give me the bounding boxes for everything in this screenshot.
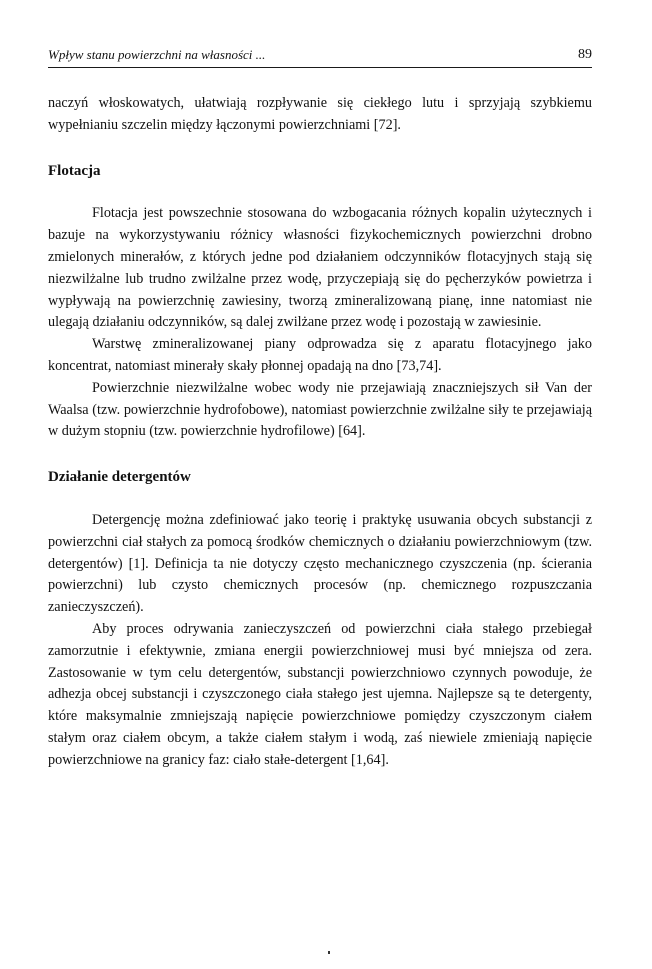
paragraph: Warstwę zmineralizowanej piany odprowadza się z aparatu flotacyjnego jako koncentrat, natomiast minerały skały płonnej opadają na dno [73,74].: [48, 336, 592, 374]
continuation-paragraph: naczyń włoskowatych, ułatwiają rozpływanie się ciekłego lutu i sprzyjają szybkiemu wypełnianiu szczelin między łączonymi powierzchniami [72].: [48, 95, 592, 133]
scan-speck: [328, 951, 330, 954]
body-text: [48, 93, 592, 772]
section-heading-detergenty: Działanie detergentów: [48, 469, 191, 486]
paragraph: Detergencję można zdefiniować jako teorię i praktykę usuwania obcych substancji z powierzchni ciał stałych za pomocą środków chemicznych o działaniu powierzchniowym (tzw. detergentów) [1]. Definicja ta nie dotyczy często mechanicznego czyszczenia (np. ścierania powierzchni) lub czysto chemicznych procesów (np. chemicznego rozpuszczania zanieczyszczeń).: [48, 511, 592, 616]
page-number: 89: [578, 47, 592, 62]
section-heading-flotacja: Flotacja: [48, 162, 101, 179]
paragraph: Aby proces odrywania zanieczyszczeń od powierzchni ciała stałego przebiegał zamorzutnie i efektywnie, zmiana energii powierzchniowej musi być mniejsza od zera. Zastosowanie w tym celu detergentów, substancji powierzchniowo czynnych powoduje, że adhezja obcej substancji i czyszczonego ciała stałego jest ujemna. Najlepsze są te detergenty, które maksymalnie zmniejszają napięcie powierzchniowe pomiędzy czyszczonym ciałem stałym oraz ciałem obcym, a także ciałem stałym i wodą, zaś niewiele zmieniają napięcie powierzchniowe na granicy faz: ciało stałe-detergent [1,64].: [48, 620, 592, 768]
running-title: Wpływ stanu powierzchni na własności ...: [48, 47, 266, 62]
running-header: [48, 47, 592, 68]
paragraph: Powierzchnie niezwilżalne wobec wody nie przejawiają znaczniejszych sił Van der Waalsa (tzw. powierzchnie hydrofobowe), natomiast powierzchnie zwilżalne siły te przejawiają w dużym stopniu (tzw. powierzchnie hydrofilowe) [64].: [48, 379, 592, 440]
paragraph: Flotacja jest powszechnie stosowana do wzbogacania różnych kopalin użytecznych i bazuje na wykorzystywaniu różnicy własności fizykochemicznych powierzchni drobno zmielonych minerałów, z których jedne pod działaniem odczynników flotacyjnych stają się niezwilżalne lub trudno zwilżalne przez wodę, przyczepiają się do pęcherzyków powietrza i wypływają na powierzchnię zawiesiny, tworzą zmineralizowaną pianę, inne natomiast nie ulegają działaniu odczynników, są dalej zwilżane przez wodę i pozostają w zawiesinie.: [48, 205, 592, 331]
